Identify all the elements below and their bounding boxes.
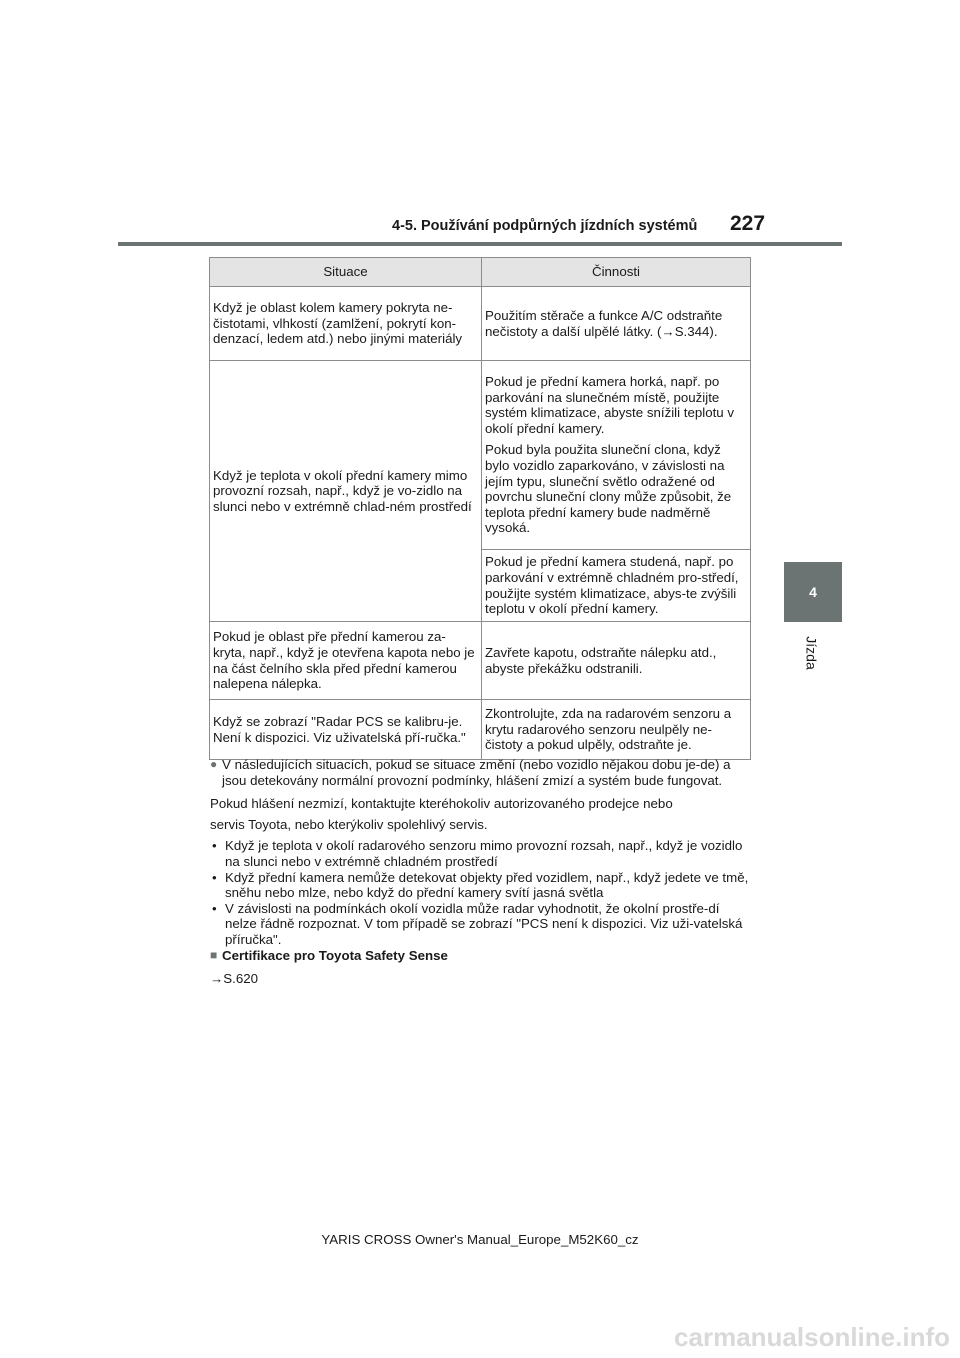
section-title: 4-5. Používání podpůrných jízdních systémů	[392, 218, 698, 234]
table-row	[210, 287, 751, 361]
chapter-tab: 4	[784, 562, 842, 622]
action-cell	[482, 622, 751, 700]
situation-list	[210, 838, 750, 947]
action-cell	[482, 287, 751, 361]
subheading-text: Certifikace pro Toyota Safety Sense	[222, 947, 448, 963]
situation-cell: Když se zobrazí "Radar PCS se kalibru-je. Není k dispozici. Viz uživatelská pří-ručka."	[210, 700, 482, 760]
list-item: • Když je teplota v okolí radarového senzoru mimo provozní rozsah, např., když je vozidlo na slunci nebo v extrémně chladném prostředí	[210, 838, 750, 869]
action-text: Pokud je přední kamera horká, např. po parkování na slunečném místě, použijte systém klimatizace, abyste snížili teplotu v okolí přední kamery.	[485, 374, 735, 436]
action-text: Použitím stěrače a funkce A/C odstraňte nečistoty a další ulpělé látky. (→S.344).	[485, 307, 723, 339]
action-text: Zkontrolujte, zda na radarovém senzoru a krytu radarového senzoru neulpěly ne-čistoty a pokud ulpěly, odstraňte je.	[485, 706, 732, 753]
square-bullet-icon: ■	[210, 947, 218, 962]
subheading	[210, 948, 750, 964]
chapter-label	[800, 630, 824, 676]
header-divider	[118, 242, 842, 246]
column-header-situation: Situace	[210, 258, 482, 287]
action-cell	[482, 700, 751, 760]
action-cell	[482, 361, 751, 550]
body-text	[210, 757, 750, 987]
situation-cell: Pokud je oblast pře přední kamerou za-kryta, např., když je otevřena kapota nebo je na část čelního skla před přední kamerou nalepena nálepka.	[210, 622, 482, 700]
page-reference: →S.620	[210, 971, 259, 987]
situation-cell: Když je teplota v okolí přední kamery mimo provozní rozsah, např., když je vo-zidlo na slunci nebo v extrémně chlad-ném prostředí	[210, 361, 482, 622]
contact-paragraph-line2: servis Toyota, nebo kterýkoliv spolehlivý servis.	[210, 816, 488, 832]
circle-bullet-icon: ●	[210, 757, 218, 771]
table-row	[210, 361, 751, 550]
note-paragraph	[210, 757, 750, 788]
footer-text: YARIS CROSS Owner's Manual_Europe_M52K60_cz	[321, 1232, 639, 1247]
table-row	[210, 700, 751, 760]
watermark: carmanualsonline.info	[674, 1322, 950, 1352]
list-item: • V závislosti na podmínkách okolí vozidla může radar vyhodnotit, že okolní prostře-dí nelze řádně rozpoznat. V tom případě se zobrazí "PCS není k dispozici. Viz uži-vatelská příručka".	[210, 901, 750, 948]
page-number: 227	[730, 212, 766, 235]
action-text: Pokud je přední kamera studená, např. po parkování v extrémně chladném pro-středí, použijte systém klimatizace, abys-te zvýšili teplotu v okolí přední kamery.	[485, 554, 739, 617]
situation-cell: Když je oblast kolem kamery pokryta ne-čistotami, vlhkostí (zamlžení, pokrytí kon-denzací, ledem atd.) nebo jinými materiály	[210, 287, 482, 361]
table-header-row	[210, 258, 751, 287]
chapter-label-text: Jízda	[804, 636, 820, 670]
situation-table	[209, 257, 751, 760]
action-cell	[482, 550, 751, 622]
action-text: Zavřete kapotu, odstraňte nálepku atd., abyste překážku odstranili.	[485, 644, 717, 676]
action-text: Pokud byla použita sluneční clona, když bylo vozidlo zaparkováno, v závislosti na jejím typu, sluneční světlo odražené od povrchu sluneční clony může způsobit, že teplota přední kamery bude nadměrně vysoká.	[485, 442, 732, 536]
note-text: V následujících situacích, pokud se situace změní (nebo vozidlo nějakou dobu je-de) a jsou detekovány normální provozní podmínky, hlášení zmizí a systém bude fungovat.	[222, 757, 731, 788]
list-item: • Když přední kamera nemůže detekovat objekty před vozidlem, např., když jedete ve tmě, sněhu nebo mlze, nebo když do přední kamery svítí jasná světla	[210, 870, 750, 901]
table-row	[210, 622, 751, 700]
contact-paragraph-line1: Pokud hlášení nezmizí, kontaktujte kteréhokoliv autorizovaného prodejce nebo	[210, 796, 673, 812]
column-header-actions: Činnosti	[482, 258, 751, 287]
